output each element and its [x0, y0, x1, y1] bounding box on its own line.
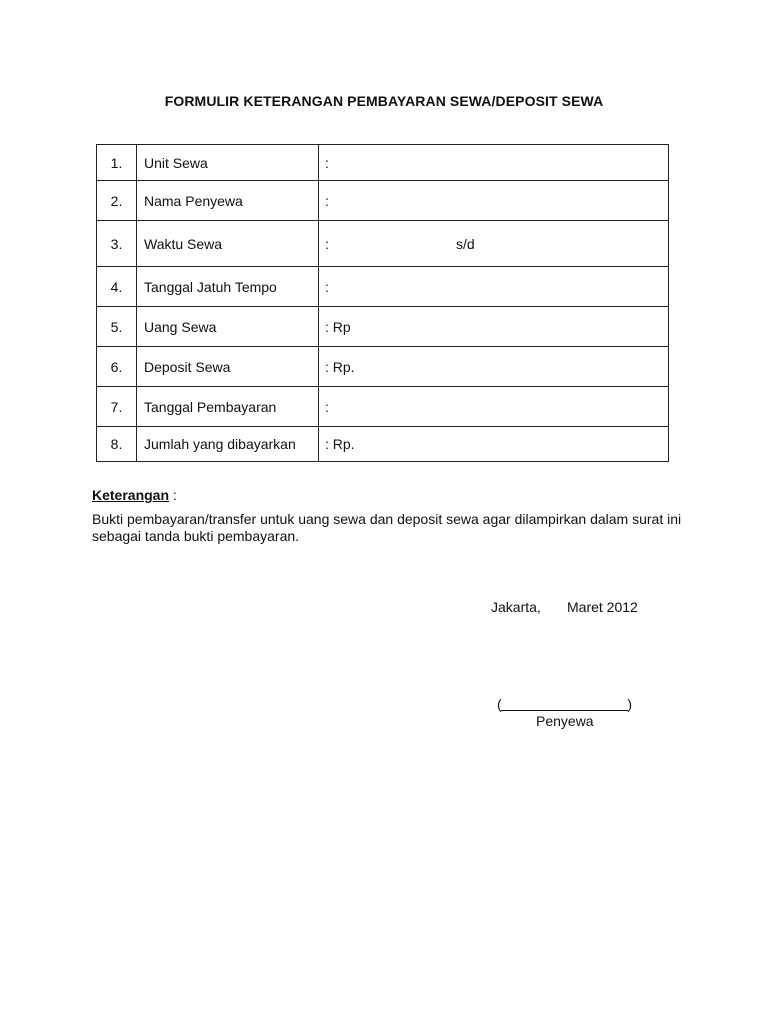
row-value[interactable]: : Rp. [319, 427, 669, 462]
row-value[interactable]: : [319, 387, 669, 427]
table-row [97, 181, 669, 221]
row-number: 1. [97, 145, 137, 181]
signer-role: Penyewa [536, 713, 594, 729]
row-label: Deposit Sewa [137, 347, 319, 387]
signing-date: Maret 2012 [567, 599, 638, 615]
notes-body: Bukti pembayaran/transfer untuk uang sewa dan deposit sewa agar dilampirkan dalam surat ini sebagai tanda bukti pembayaran. [92, 511, 682, 544]
row-number: 3. [97, 221, 137, 267]
row-label: Jumlah yang dibayarkan [137, 427, 319, 462]
row-value[interactable]: : [319, 267, 669, 307]
row-value[interactable]: : [319, 145, 669, 181]
table-row [97, 427, 669, 462]
row-number: 2. [97, 181, 137, 221]
row-label: Nama Penyewa [137, 181, 319, 221]
table-row [97, 347, 669, 387]
notes-heading-colon: : [169, 487, 177, 503]
form-title: FORMULIR KETERANGAN PEMBAYARAN SEWA/DEPOSIT SEWA [164, 93, 604, 109]
row-number: 4. [97, 267, 137, 307]
signature-close-paren: ) [627, 696, 632, 712]
signature-line [501, 710, 628, 711]
row-value-text: : [325, 235, 329, 252]
table-row [97, 221, 669, 267]
signing-place: Jakarta, [491, 599, 541, 615]
row-label: Tanggal Jatuh Tempo [137, 267, 319, 307]
notes-heading-label: Keterangan [92, 487, 170, 503]
row-number: 5. [97, 307, 137, 347]
notes-heading [92, 487, 177, 503]
row-value[interactable]: : [319, 181, 669, 221]
row-label: Uang Sewa [137, 307, 319, 347]
signature-box[interactable] [497, 696, 632, 710]
signature-open-paren: ( [497, 696, 502, 712]
row-number: 8. [97, 427, 137, 462]
table-row [97, 387, 669, 427]
row-number: 7. [97, 387, 137, 427]
row-label: Unit Sewa [137, 145, 319, 181]
row-value[interactable]: : Rp [319, 307, 669, 347]
date-range-separator: s/d [456, 235, 475, 252]
form-table [96, 144, 669, 462]
row-value[interactable] [319, 221, 669, 267]
table-row [97, 307, 669, 347]
row-value[interactable]: : Rp. [319, 347, 669, 387]
row-label: Tanggal Pembayaran [137, 387, 319, 427]
row-number: 6. [97, 347, 137, 387]
row-label: Waktu Sewa [137, 221, 319, 267]
table-row [97, 267, 669, 307]
table-row [97, 145, 669, 181]
